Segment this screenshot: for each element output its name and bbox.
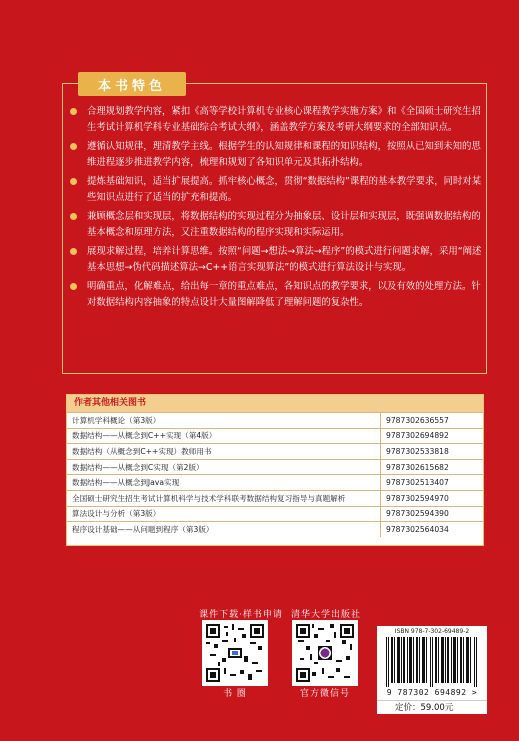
qr-code-icon <box>296 624 354 682</box>
book-isbn: 9787302564034 <box>381 522 484 537</box>
related-books-header: 作者其他相关图书 <box>67 395 483 412</box>
book-isbn: 9787302533818 <box>381 444 484 460</box>
table-row <box>67 444 483 460</box>
feature-item <box>68 174 482 206</box>
bullet-icon <box>70 108 77 115</box>
feature-item <box>68 244 482 276</box>
bullet-icon <box>70 248 77 255</box>
book-isbn: 9787302615682 <box>381 459 484 475</box>
book-title: 数据结构——从概念到C实现（第2版） <box>67 459 381 475</box>
table-row <box>67 522 483 537</box>
feature-item <box>68 209 482 241</box>
barcode-icon <box>384 637 480 687</box>
book-isbn: 9787302594390 <box>381 506 484 522</box>
qr-code-tsinghua-wechat[interactable] <box>292 620 358 686</box>
feature-item <box>68 104 482 136</box>
bullet-icon <box>70 283 77 290</box>
book-isbn: 9787302594970 <box>381 490 484 506</box>
related-books-table <box>67 412 483 537</box>
book-title: 数据结构（从概念到C++实现）教师用书 <box>67 444 381 460</box>
features-title: 本书特色 <box>78 72 186 96</box>
book-title: 数据结构——从概念到Java实现 <box>67 475 381 491</box>
qr-left-bottom-label: 书 圈 <box>223 689 247 699</box>
book-title: 程序设计基础——从问题到程序（第3版） <box>67 522 381 537</box>
table-row <box>67 506 483 522</box>
table-row <box>67 428 483 444</box>
book-title: 算法设计与分析（第3版） <box>67 506 381 522</box>
qr-code-icon <box>206 624 264 682</box>
feature-text: 遵循认知规律，理清教学主线。根据学生的认知规律和课程的知识结构，按照从已知到未知的思维进程逐步推进教学内容，梳理和规划了各知识单元及其拓扑结构。 <box>87 141 481 168</box>
related-books-panel <box>66 394 484 546</box>
book-isbn: 9787302694892 <box>381 428 484 444</box>
book-isbn: 9787302513407 <box>381 475 484 491</box>
qr-right-bottom-label: 官方微信号 <box>299 689 350 699</box>
feature-list <box>68 104 482 314</box>
book-isbn: 9787302636557 <box>381 413 484 429</box>
book-title: 全国硕士研究生招生考试计算机科学与技术学科联考数据结构复习指导与真题解析 <box>67 490 381 506</box>
feature-text: 展现求解过程，培养计算思维。按照“问题→想法→算法→程序”的模式进行问题求解，采用“阐述基本思想→伪代码描述算法→C++语言实现算法”的模式进行算法设计与实现。 <box>87 246 482 273</box>
book-title: 计算机学科概论（第3版） <box>67 413 381 429</box>
feature-text: 兼顾概念层和实现层，将数据结构的实现过程分为抽象层、设计层和实现层，既强调数据结构的基本概念和原理方法，又注重数据结构的程序实现和实际运用。 <box>87 211 481 238</box>
qr-code-shuquan[interactable] <box>202 620 268 686</box>
feature-item <box>68 139 482 171</box>
isbn-text: ISBN 978-7-302-69489-2 <box>394 628 470 635</box>
price-label: 定价：59.00元 <box>377 700 487 714</box>
feature-text: 合理规划教学内容，紧扣《高等学校计算机专业核心课程教学实施方案》和《全国硕士研究生招生考试计算机学科专业基础综合考试大纲》，涵盖教学方案及考研大纲要求的全部知识点。 <box>87 106 481 133</box>
feature-item <box>68 279 482 311</box>
qr-left-top-label: 课件下载·样书申请 <box>199 610 283 620</box>
bullet-icon <box>70 143 77 150</box>
barcode-digits: 9 787302 694892 > <box>386 688 478 697</box>
table-row <box>67 459 483 475</box>
isbn-barcode <box>377 626 487 706</box>
feature-text: 明确重点，化解难点，给出每一章的重点难点，各知识点的教学要求，以及有效的处理方法。针对数据结构内容抽象的特点设计大量图解降低了理解问题的复杂性。 <box>87 281 481 308</box>
bullet-icon <box>70 178 77 185</box>
table-row <box>67 413 483 429</box>
bullet-icon <box>70 213 77 220</box>
qr-right-top-label: 清华大学出版社 <box>290 610 361 620</box>
table-row <box>67 490 483 506</box>
feature-text: 提炼基础知识，适当扩展提高。抓牢核心概念，贯彻“数据结构”课程的基本教学要求，同时对某些知识点进行了适当的扩充和提高。 <box>87 176 482 203</box>
book-title: 数据结构——从概念到C++实现（第4版） <box>67 428 381 444</box>
table-row <box>67 475 483 491</box>
